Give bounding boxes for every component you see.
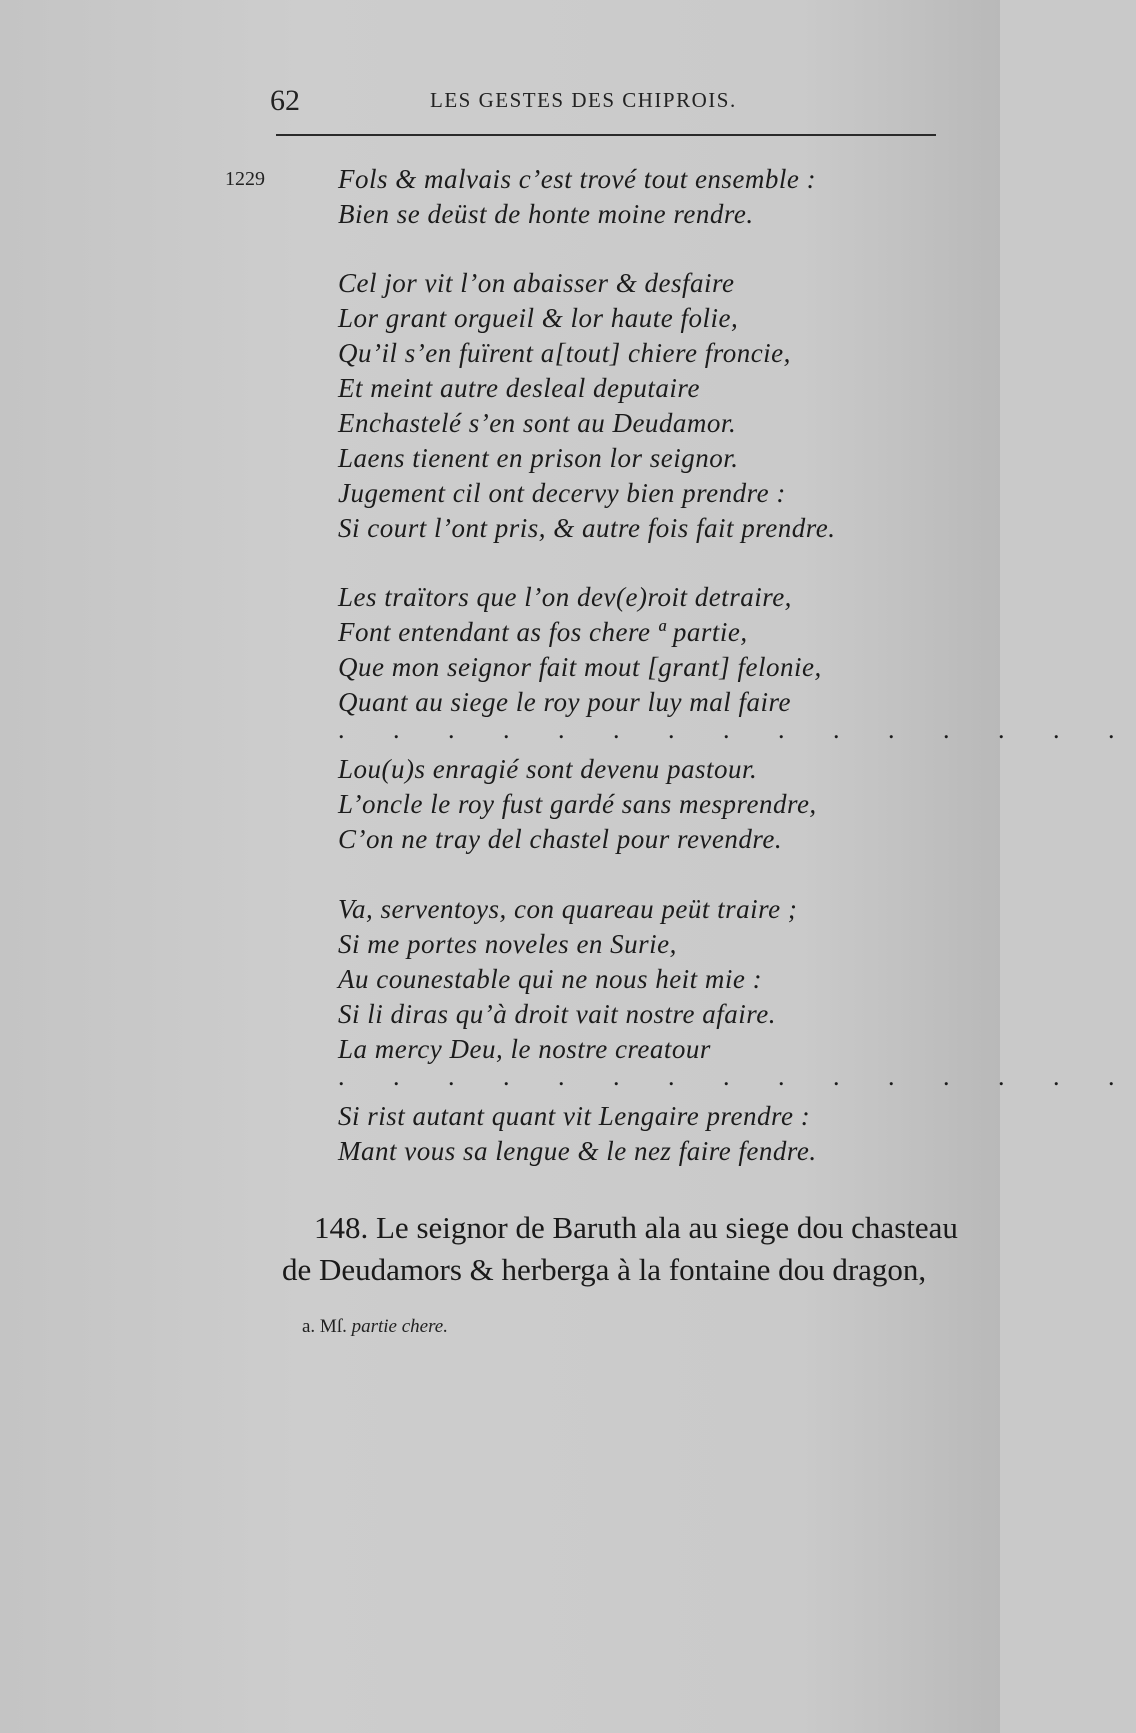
verse-line: Au counestable qui ne nous heit mie :: [338, 964, 763, 994]
verse-line: Si li diras qu’à droit vait nostre afaire.: [338, 999, 776, 1029]
prose-line: 148. Le seignor de Baruth ala au siege dou chasteau: [314, 1210, 958, 1245]
verse-line: Que mon seignor fait mout [grant] felonie,: [338, 652, 822, 682]
verse-line: Si court l’ont pris, & autre fois fait prendre.: [338, 513, 836, 543]
verse-line: Fols & malvais c’est trové tout ensemble :: [338, 164, 817, 194]
verse-line: C’on ne tray del chastel pour revendre.: [338, 824, 783, 854]
prose-line: de Deudamors & herberga à la fontaine dou dragon,: [282, 1252, 927, 1287]
verse-line: Laens tienent en prison lor seignor.: [338, 443, 739, 473]
margin-year: 1229: [225, 168, 265, 190]
verse-line: Si rist autant quant vit Lengaire prendre :: [338, 1101, 811, 1131]
ellipsis-row: . . . . . . . . . . . . . . .: [338, 1062, 1136, 1091]
verse-line: L’oncle le roy fust gardé sans mesprendre,: [338, 789, 817, 819]
verse-line: Mant vous sa lengue & le nez faire fendre.: [338, 1136, 817, 1166]
verse-line: Quant au siege le roy pour luy mal faire: [338, 687, 791, 717]
verse-line: Lor grant orgueil & lor haute folie,: [338, 303, 739, 333]
verse-line: Bien se deüst de honte moine rendre.: [338, 199, 754, 229]
header-rule: [276, 134, 936, 136]
verse-line: Jugement cil ont decervy bien prendre :: [338, 478, 786, 508]
running-head: LES GESTES DES CHIPROIS.: [430, 88, 737, 112]
ellipsis-row: . . . . . . . . . . . . . . .: [338, 715, 1136, 744]
verse-line: La mercy Deu, le nostre creatour: [338, 1034, 711, 1064]
footnote-text: partie chere.: [351, 1316, 448, 1337]
verse-line: Lou(u)s enragié sont devenu pastour.: [338, 754, 758, 784]
footnote: [302, 1316, 448, 1338]
verse-line: Les traïtors que l’on dev(e)roit detraire,: [338, 582, 792, 612]
verse-line: Font entendant as fos chere ª partie,: [338, 617, 748, 647]
verse-line: Qu’il s’en fuïrent a[tout] chiere froncie,: [338, 338, 791, 368]
page-number: 62: [270, 84, 300, 117]
footnote-marker: a. Mſ.: [302, 1316, 347, 1337]
verse-line: Enchastelé s’en sont au Deudamor.: [338, 408, 737, 438]
verse-line: Et meint autre desleal deputaire: [338, 373, 700, 403]
verse-line: Si me portes noveles en Surie,: [338, 929, 677, 959]
verse-line: Cel jor vit l’on abaisser & desfaire: [338, 268, 735, 298]
verse-line: Va, serventoys, con quareau peüt traire ;: [338, 894, 798, 924]
